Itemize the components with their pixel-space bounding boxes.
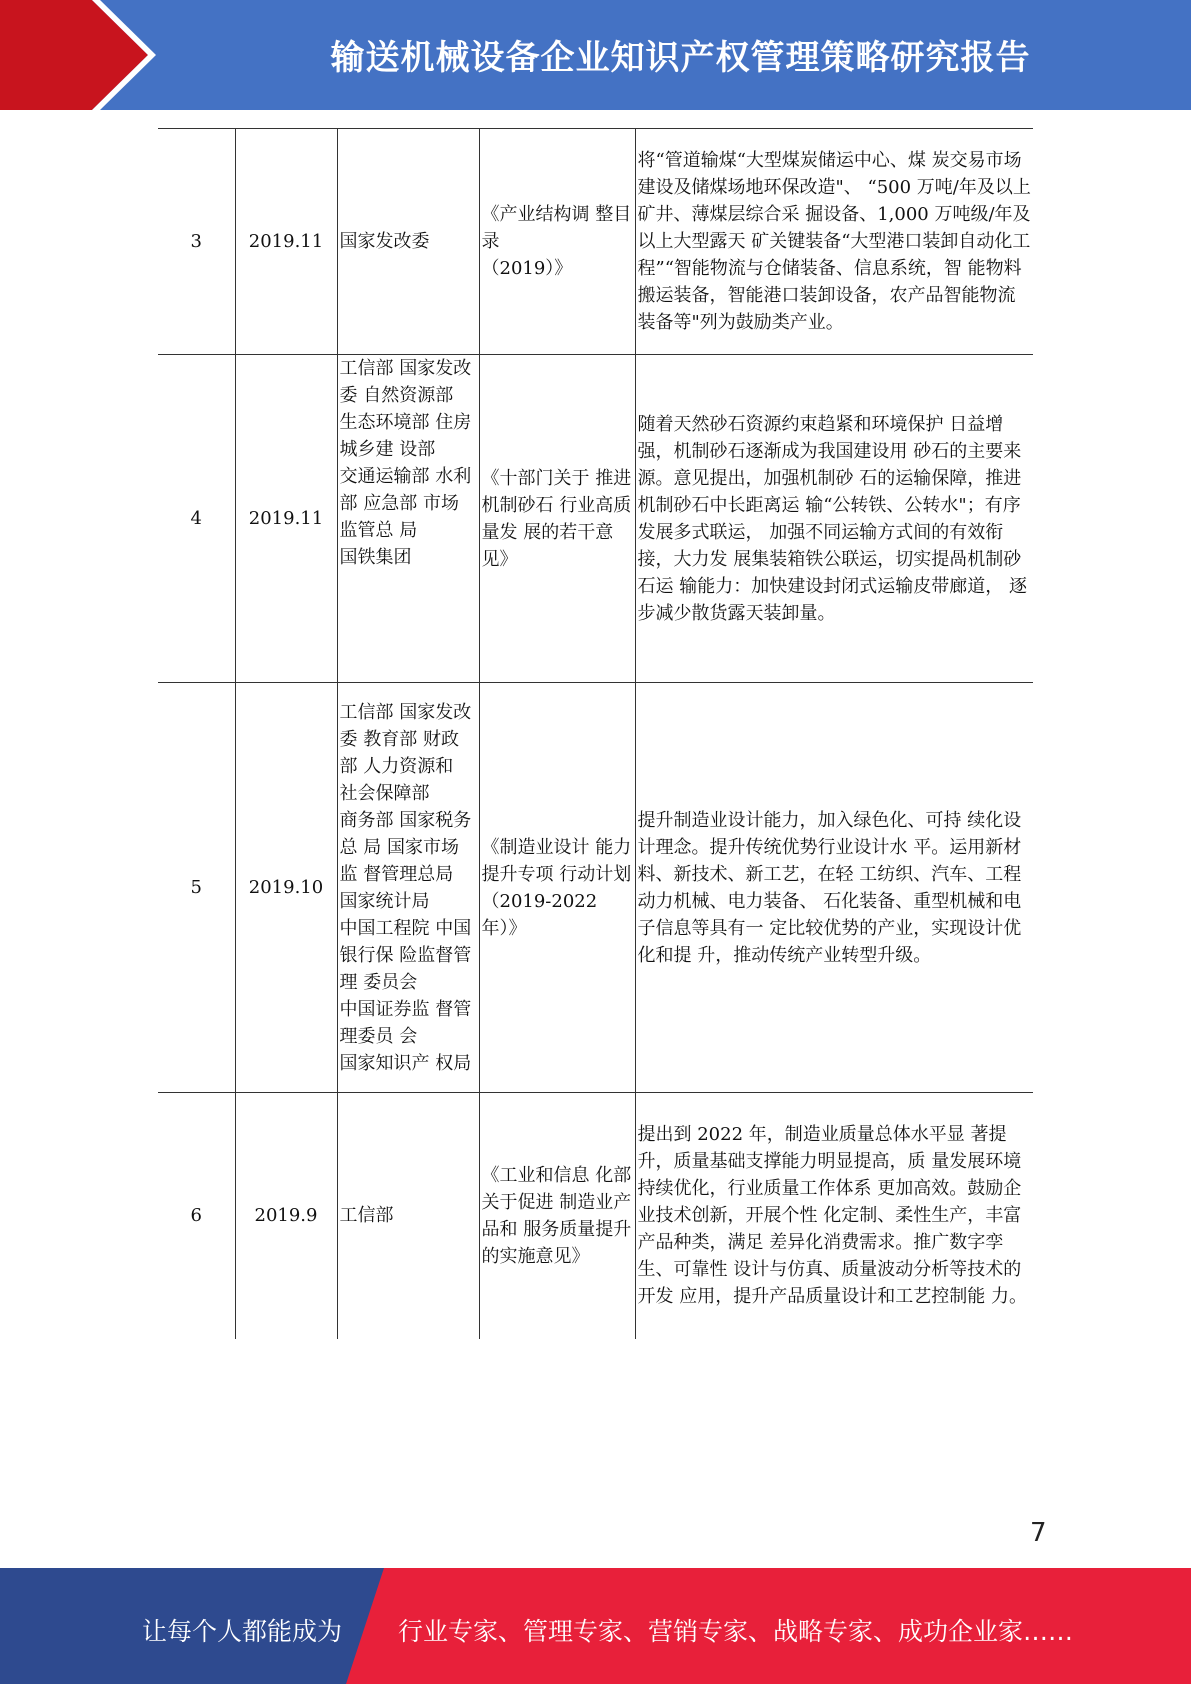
row-department: 工信部	[339, 1205, 394, 1227]
row-department: 国家发改委	[339, 231, 430, 252]
table-row	[158, 683, 1033, 1093]
row-document: 《产业结构调 整目录 （2019）》	[481, 204, 632, 279]
row-description: 提出到 2022 年，制造业质量总体水平显 著提升，质量基础支撑能力明显提高，质 量发展环境持续优化，行业质量工作体系 更加高效。鼓励企业技术创新，开展个性 化定制、柔性生产，丰富产品种类，满足 差异化消费需求。推广数字孪生、可靠性 设计与仿真、质量波动分析等技术的开发 应用，提升产品质量设计和工艺控制能 力。	[637, 1124, 1027, 1308]
row-description: 提升制造业设计能力，加入绿色化、可持 续化设计理念。提升传统优势行业设计水 平。运用新材料、新技术、新工艺，在轻 工纺织、汽车、工程动力机械、电力装备、 石化装备、重型机械和电子信息等具有一 定比较优势的产业，实现设计优化和提 升，推动传统产业转型升级。	[637, 809, 1022, 966]
page-footer	[0, 1568, 1191, 1684]
row-number: 5	[158, 683, 235, 1093]
row-number: 4	[158, 355, 235, 683]
policy-table	[158, 128, 1033, 1339]
row-document: 《十部门关于 推进机制砂石 行业高质量发 展的若干意 见》	[481, 467, 632, 570]
page-header	[0, 0, 1191, 110]
row-document: 《工业和信息 化部关于促进 制造业产品和 服务质量提升 的实施意见》	[481, 1164, 632, 1267]
row-date: 2019.11	[235, 355, 337, 683]
report-title: 输送机械设备企业知识产权管理策略研究报告	[330, 38, 1031, 78]
table-row	[158, 129, 1033, 355]
row-description: 随着天然砂石资源约束趋紧和环境保护 日益增强，机制砂石逐渐成为我国建设用 砂石的主要来源。意见提出，加强机制砂 石的运输保障，推进机制砂石中长距离运 输“公转铁、公转水"；有序发展多式联运， 加强不同运输方式间的有效衔接，大力发 展集装箱铁公联运，切实提咼机制砂石运 输能力：加快建设封闭式运输皮带廊道， 逐步减少散货露天装卸量。	[637, 413, 1027, 624]
row-department: 工信部 国家发改委 教育部 财政部 人力资源和 社会保障部 商务部 国家税务总 局 国家市场监 督管理总局 国家统计局 中国工程院 中国银行保 险监督管理 委员会 中国证券监 督管理委员 会 国家知识产 权局	[339, 701, 472, 1074]
footer-slogan-right: 行业专家、管理专家、营销专家、战略专家、成功企业家……	[398, 1617, 1074, 1646]
footer-slogan-left: 让每个人都能成为	[142, 1617, 343, 1646]
row-description: 将“管道输煤“大型煤炭储运中心、煤 炭交易市场建设及储煤场地环保改造"、 “500 万吨/年及以上矿井、薄煤层综合采 掘设备、1,000 万吨级/年及以上大型露天 矿关键装备“大型港口装卸自动化工 程”“智能物流与仓储装备、信息系统，智 能物料搬运装备，智能港口装卸设备，农产品智能物流装备等"列为鼓励类产业。	[637, 150, 1031, 333]
table-row	[158, 1093, 1033, 1339]
row-document: 《制造业设计 能力提升专项 行动计划 （2019-2022 年）》	[481, 836, 632, 939]
row-number: 6	[158, 1093, 235, 1339]
page-number: 7	[1030, 1518, 1047, 1548]
row-date: 2019.10	[235, 683, 337, 1093]
row-number: 3	[158, 129, 235, 355]
row-date: 2019.9	[235, 1093, 337, 1339]
row-date: 2019.11	[235, 129, 337, 355]
table-row	[158, 355, 1033, 683]
row-department: 工信部 国家发改委 自然资源部 生态环境部 住房城乡建 设部 交通运输部 水利部 应急部 市场监管总 局 国铁集团	[339, 358, 472, 568]
